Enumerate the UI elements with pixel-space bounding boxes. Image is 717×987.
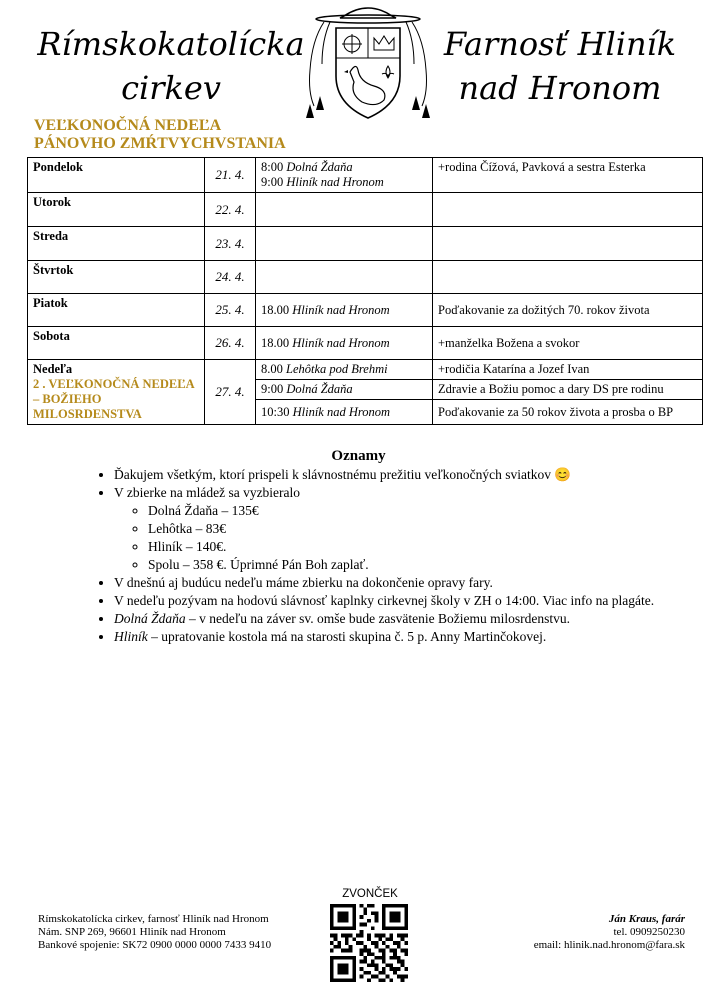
- table-row: [28, 158, 703, 193]
- footer-address: [38, 913, 271, 952]
- mass-time: 18.00: [261, 335, 290, 350]
- mass-time: 9:00: [261, 175, 284, 189]
- place-name: Dolná Ždaňa: [114, 611, 186, 626]
- date-cell: 21. 4.: [205, 158, 256, 193]
- table-row: [28, 327, 703, 360]
- list-item: [114, 610, 682, 628]
- mass-place: Dolná Ždaňa: [286, 382, 353, 396]
- announcements-list: [92, 466, 682, 646]
- title-line: Rímskokatolícka: [37, 25, 305, 63]
- day-cell: Piatok: [28, 294, 205, 327]
- phone-number: tel. 0909250230: [613, 926, 685, 938]
- footer-contact: [534, 913, 685, 952]
- email-address: email: hlinik.nad.hronom@fara.sk: [533, 939, 685, 951]
- intention-cell: +rodičia Katarína a Jozef Ivan: [433, 360, 703, 380]
- day-name: Nedeľa: [33, 362, 73, 376]
- list-item: • V dnešnú aj budúcu nedeľu máme zbierku na dokončenie opravy fary.: [114, 574, 682, 592]
- footer-line: Bankové spojenie: SK72 0900 0000 0000 7433 9410: [38, 939, 272, 951]
- day-cell: Sobota: [28, 327, 205, 360]
- mass-place: Hliník nad Hronom: [292, 335, 390, 350]
- intention-cell: Zdravie a Božiu pomoc a dary DS pre rodinu: [433, 380, 703, 400]
- date-cell: 25. 4.: [205, 294, 256, 327]
- mass-place: Dolná Ždaňa: [286, 160, 353, 174]
- table-row: [28, 227, 703, 261]
- collection-item: ◦ Lehôtka – 83€: [148, 520, 682, 538]
- day-cell: Štvrtok: [28, 261, 205, 294]
- intention-cell: [433, 193, 703, 227]
- title-line: nad Hronom: [458, 69, 662, 107]
- time-cell: [256, 327, 433, 360]
- time-cell: [256, 360, 433, 380]
- mass-place: Lehôtka pod Brehmi: [286, 362, 388, 376]
- collection-item: ◦ Hliník – 140€.: [148, 538, 682, 556]
- intention-cell: [433, 227, 703, 261]
- day-cell: [28, 360, 205, 425]
- mass-time: 10:30: [261, 404, 290, 419]
- feast-heading: [34, 117, 286, 153]
- collection-item: ◦ Spolu – 358 €. Úprimné Pán Boh zaplať.: [148, 556, 682, 574]
- qr-label: ZVONČEK: [342, 888, 398, 900]
- list-item-text: – upratovanie kostola má na starosti skupina č. 5 p. Anny Martinčokovej.: [147, 629, 547, 644]
- footer-line: Nám. SNP 269, 96601 Hliník nad Hronom: [38, 926, 226, 938]
- date-cell: 26. 4.: [205, 327, 256, 360]
- title-line: Farnosť Hliník: [443, 25, 677, 63]
- day-cell: Streda: [28, 227, 205, 261]
- time-cell: [256, 261, 433, 294]
- mass-place: Hliník nad Hronom: [292, 404, 391, 419]
- mass-place: Hliník nad Hronom: [286, 175, 384, 189]
- list-item-text: – v nedeľu na záver sv. omše bude zasvätenie Božiemu milosrdenstvu.: [185, 611, 571, 626]
- mass-time: 18.00: [261, 302, 290, 317]
- table-row: [28, 261, 703, 294]
- time-cell: [256, 193, 433, 227]
- date-cell: 22. 4.: [205, 193, 256, 227]
- list-item: • V nedeľu pozývam na hodovú slávnosť kaplnky cirkevnej školy v ZH o 14:00. Viac info na plagáte.: [114, 592, 682, 610]
- date-cell: 23. 4.: [205, 227, 256, 261]
- date-cell: 24. 4.: [205, 261, 256, 294]
- list-item-text: V zbierke na mládež sa vyzbieralo: [114, 485, 301, 500]
- announcements-title: Oznamy: [331, 448, 386, 464]
- mass-schedule-table: [27, 157, 703, 425]
- list-item: • Ďakujem všetkým, ktorí prispeli k slávnostnému prežitiu veľkonočných sviatkov 😊: [114, 466, 682, 484]
- priest-name: Ján Kraus, farár: [608, 913, 685, 925]
- parish-title-left: [36, 22, 306, 110]
- day-cell: Utorok: [28, 193, 205, 227]
- time-cell: [256, 158, 433, 193]
- mass-time: 9:00: [261, 382, 284, 396]
- intention-cell: Poďakovanie za 50 rokov života a prosba o BP: [433, 400, 703, 425]
- list-item: [114, 628, 682, 646]
- time-cell: [256, 400, 433, 425]
- qr-code-icon[interactable]: [330, 902, 408, 984]
- time-cell: [256, 227, 433, 261]
- sunday-subtitle: 2 . VEĽKONOČNÁ NEDEĽA – BOŽIEHO MILOSRDENSTVA: [33, 377, 194, 421]
- intention-cell: +rodina Čížová, Pavková a sestra Esterka: [433, 158, 703, 193]
- footer-line: Rímskokatolícka cirkev, farnosť Hliník nad Hronom: [38, 913, 269, 925]
- feast-line: PÁNOVHO ZMŔTVYCHVSTANIA: [34, 135, 286, 152]
- place-name: Hliník: [114, 629, 148, 644]
- mass-place: Hliník nad Hronom: [292, 302, 390, 317]
- intention-cell: Poďakovanie za dožitých 70. rokov života: [433, 294, 703, 327]
- date-cell: 27. 4.: [205, 360, 256, 425]
- table-row: [28, 193, 703, 227]
- time-cell: [256, 294, 433, 327]
- intention-cell: [433, 261, 703, 294]
- mass-time: 8.00: [261, 362, 283, 376]
- table-row: [28, 360, 703, 380]
- day-cell: Pondelok: [28, 158, 205, 193]
- coat-of-arms-icon: [300, 0, 436, 122]
- table-row: [28, 294, 703, 327]
- intention-cell: +manželka Božena a svokor: [433, 327, 703, 360]
- time-cell: [256, 380, 433, 400]
- mass-time: 8:00: [261, 160, 284, 174]
- parish-title-right: [432, 22, 688, 110]
- collection-item: ◦ Dolná Ždaňa – 135€: [148, 502, 682, 520]
- feast-line: VEĽKONOČNÁ NEDEĽA: [34, 117, 222, 134]
- list-item: [114, 484, 682, 574]
- title-line: cirkev: [121, 69, 221, 107]
